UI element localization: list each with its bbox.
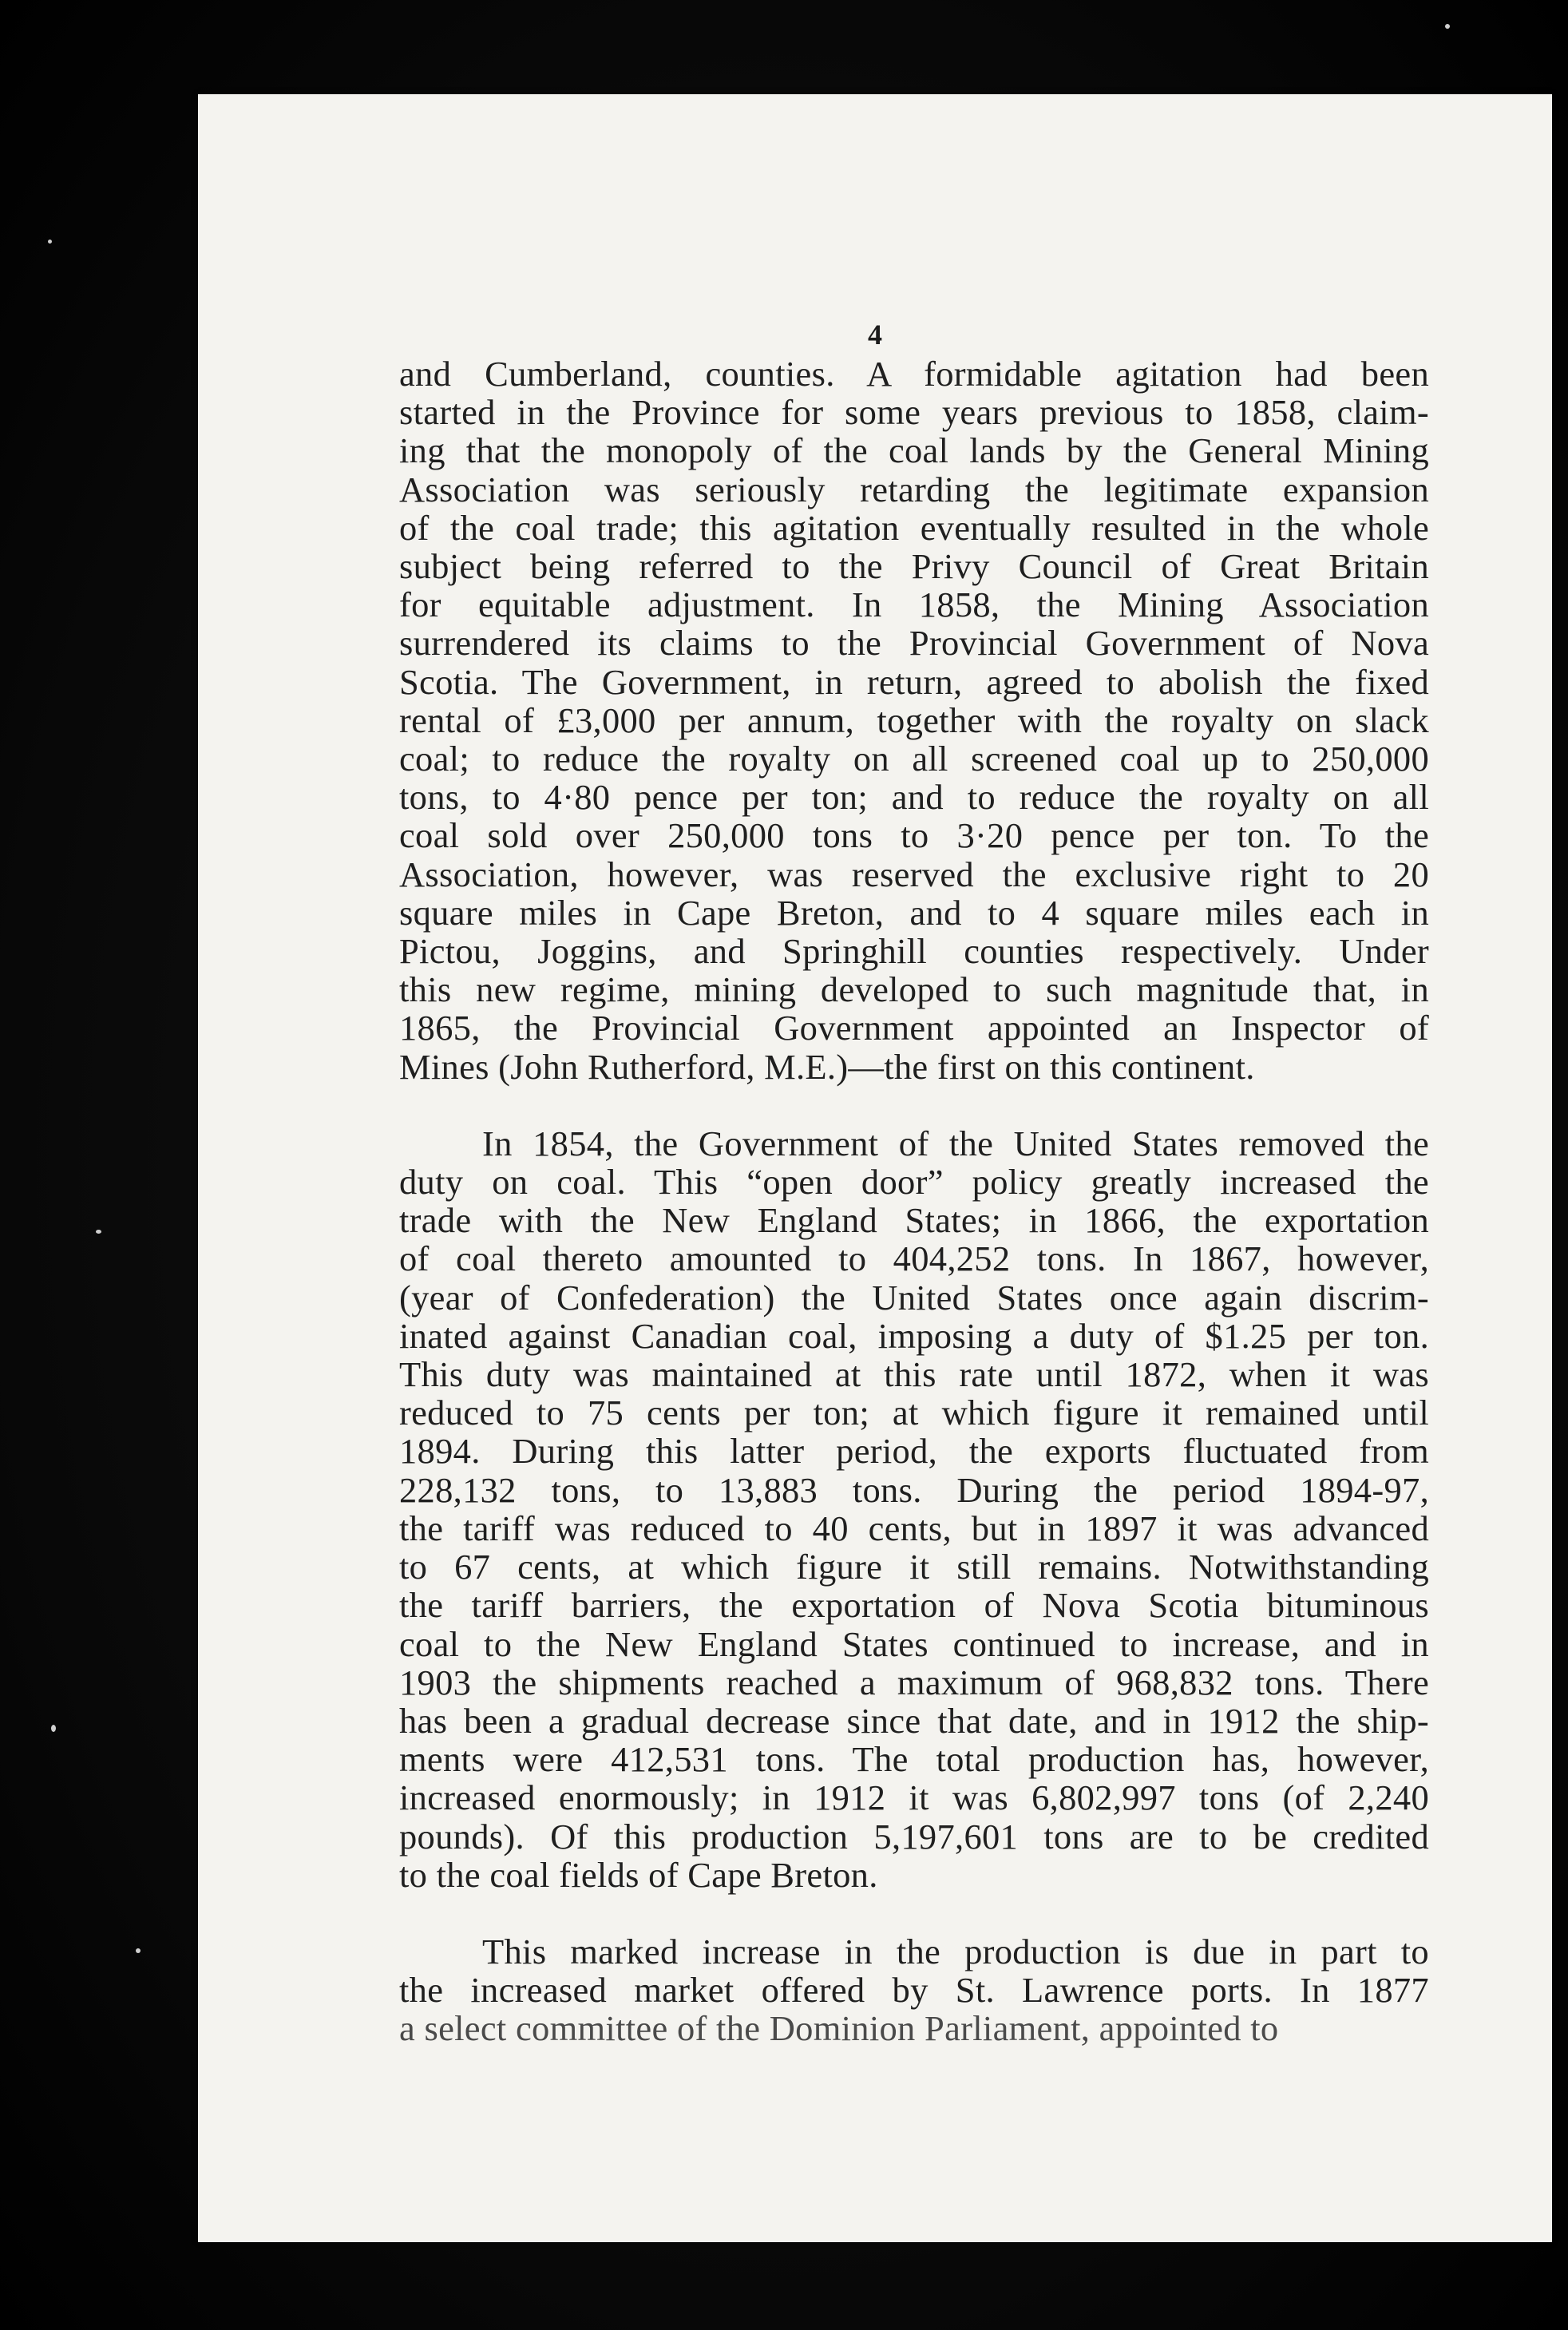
text-line: This duty was maintained at this rate until 1872, when it was [399,1354,1429,1395]
page-number: 4 [868,319,882,351]
text-line: surrendered its claims to the Provincial Government of Nova [399,623,1429,664]
text-line: 1894. During this latter period, the exports fluctuated from [399,1431,1429,1472]
text-line: This marked increase in the production is due in part to [482,1931,1429,1971]
text-line: duty on coal. This “open door” policy greatly increased the [399,1162,1429,1203]
paragraph-gap [399,1894,1429,1932]
text-line: 1903 the shipments reached a maximum of 968,832 tons. There [399,1662,1429,1702]
text-line: the tariff barriers, the exportation of Nova Scotia bituminous [399,1585,1429,1626]
text-line: Scotia. The Government, in return, agreed to abolish the fixed [399,661,1429,702]
text-line: 228,132 tons, to 13,883 tons. During the period 1894-97, [399,1469,1429,1510]
text-line: coal; to reduce the royalty on all screened coal up to 250,000 [399,739,1429,779]
text-line: coal sold over 250,000 tons to 3·20 pence per ton. To the [399,815,1429,856]
text-line: subject being referred to the Privy Council of Great Britain [399,546,1429,587]
text-line: increased enormously; in 1912 it was 6,802,997 tons (of 2,240 [399,1777,1429,1818]
text-line: the tariff was reduced to 40 cents, but in 1897 it was advanced [399,1508,1429,1548]
text-line: for equitable adjustment. In 1858, the Mining Association [399,584,1429,625]
text-line: and Cumberland, counties. A formidable agitation had been [399,354,1429,394]
text-line: 1865, the Provincial Government appointed an Inspector of [399,1008,1429,1048]
text-line: to 67 cents, at which figure it still remains. Notwithstanding [399,1547,1429,1587]
text-line: In 1854, the Government of the United States removed the [482,1123,1429,1163]
text-line: a select committee of the Dominion Parliament, appointed to [399,2008,1279,2049]
text-line: pounds). Of this production 5,197,601 tons are to be credited [399,1816,1429,1856]
paragraph-gap [399,1086,1429,1124]
text-line: Association, however, was reserved the exclusive right to 20 [399,854,1429,894]
text-line: has been a gradual decrease since that date, and in 1912 the ship- [399,1700,1429,1741]
body-text [399,355,1429,2048]
book-page [198,94,1552,2242]
text-line: started in the Province for some years previous to 1858, claim- [399,392,1429,433]
text-line: reduced to 75 cents per ton; at which figure it remained until [399,1393,1429,1433]
text-line: square miles in Cape Breton, and to 4 square miles each in [399,892,1429,933]
text-line: Pictou, Joggins, and Springhill counties respectively. Under [399,931,1429,972]
text-line: this new regime, mining developed to such magnitude that, in [399,969,1429,1010]
text-line: of coal thereto amounted to 404,252 tons. In 1867, however, [399,1238,1429,1279]
text-line: to the coal fields of Cape Breton. [399,1854,878,1895]
dust-speck [136,1948,141,1953]
text-line: ing that the monopoly of the coal lands by the General Mining [399,430,1429,471]
dust-speck [48,240,52,244]
text-line: (year of Confederation) the United States once again discrim- [399,1277,1429,1318]
text-line: tons, to 4·80 pence per ton; and to reduce the royalty on all [399,777,1429,818]
text-line: rental of £3,000 per annum, together with the royalty on slack [399,699,1429,740]
dust-speck [96,1230,101,1234]
text-line: trade with the New England States; in 1866, the exportation [399,1200,1429,1241]
text-line: Association was seriously retarding the legitimate expansion [399,469,1429,509]
paragraph-3 [399,1932,1429,2048]
text-line: of the coal trade; this agitation eventually resulted in the whole [399,507,1429,548]
dust-speck [1445,24,1450,29]
text-line: Mines (John Rutherford, M.E.)—the first on this continent. [399,1046,1255,1087]
dust-speck [51,1725,56,1732]
text-line: inated against Canadian coal, imposing a duty of $1.25 per ton. [399,1315,1429,1356]
text-line: coal to the New England States continued to increase, and in [399,1623,1429,1664]
text-line: the increased market offered by St. Lawrence ports. In 1877 [399,1970,1429,2011]
paragraph-1 [399,355,1429,1086]
paragraph-2 [399,1124,1429,1894]
text-line: ments were 412,531 tons. The total production has, however, [399,1739,1429,1780]
